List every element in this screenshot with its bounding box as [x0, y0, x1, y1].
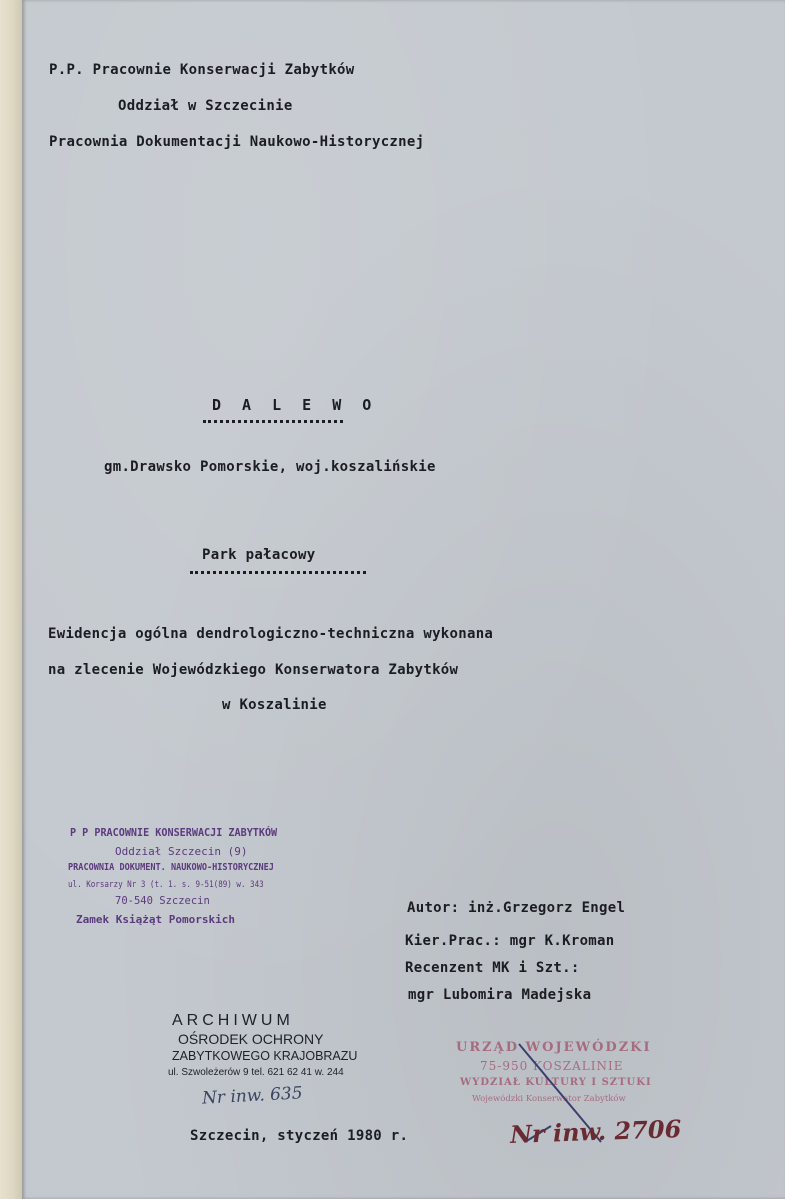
description-line-3: w Koszalinie	[222, 697, 327, 713]
subject-title: Park pałacowy	[202, 547, 316, 563]
inventory-note-1: Nr inw. 635	[201, 1083, 304, 1109]
archive-stamp-line-2: OŚRODEK OCHRONY	[178, 1031, 324, 1047]
archive-stamp-line-1: ARCHIWUM	[172, 1012, 294, 1029]
pkz-stamp-line-1: P P PRACOWNIE KONSERWACJI ZABYTKÓW	[70, 826, 278, 839]
archive-stamp-line-4: ul. Szwoleżerów 9 tel. 621 62 41 w. 244	[168, 1067, 344, 1078]
subject-underline	[190, 571, 366, 574]
header-line-1: P.P. Pracownie Konserwacji Zabytków	[49, 62, 355, 78]
location-line: gm.Drawsko Pomorskie, woj.koszalińskie	[104, 459, 436, 475]
author-line: Autor: inż.Grzegorz Engel	[407, 900, 626, 916]
pkz-stamp-line-4: ul. Korsarzy Nr 3 (t. 1. s. 9-51(89) w. 343	[68, 880, 264, 890]
office-stamp-line-3: WYDZIAŁ KULTURY I SZTUKI	[460, 1077, 652, 1088]
date-line: Szczecin, styczeń 1980 r.	[190, 1128, 409, 1144]
pkz-stamp-line-3: PRACOWNIA DOKUMENT. NAUKOWO-HISTORYCZNEJ	[68, 862, 274, 873]
description-line-1: Ewidencja ogólna dendrologiczno-techniczna wykonana	[48, 626, 494, 642]
place-underline	[203, 420, 343, 423]
office-stamp-line-4: Wojewódzki Konserwator Zabytków	[472, 1094, 626, 1104]
archive-stamp-line-3: ZABYTKOWEGO KRAJOBRAZU	[172, 1049, 358, 1063]
place-title: D A L E W O	[212, 396, 378, 414]
pkz-stamp-line-5: 70-540 Szczecin	[115, 895, 210, 907]
binding-edge	[0, 0, 22, 1199]
office-stamp-line-2: 75-950 KOSZALINIE	[480, 1059, 624, 1073]
header-line-3: Pracownia Dokumentacji Naukowo-Historycznej	[49, 134, 425, 150]
office-stamp-line-1: URZĄD WOJEWÓDZKI	[456, 1040, 652, 1055]
pkz-stamp-line-2: Oddział Szczecin (9)	[115, 845, 248, 858]
reviewer-name: mgr Lubomira Madejska	[408, 987, 592, 1003]
head-line: Kier.Prac.: mgr K.Kroman	[405, 933, 615, 949]
description-line-2: na zlecenie Wojewódzkiego Konserwatora Zabytków	[48, 662, 459, 678]
reviewer-label: Recenzent MK i Szt.:	[405, 960, 580, 976]
document-page	[22, 0, 785, 1199]
header-line-2: Oddział w Szczecinie	[118, 98, 293, 114]
pkz-stamp-line-6: Zamek Książąt Pomorskich	[76, 913, 235, 926]
inventory-note-2: Nr inw. 2706	[509, 1114, 682, 1149]
